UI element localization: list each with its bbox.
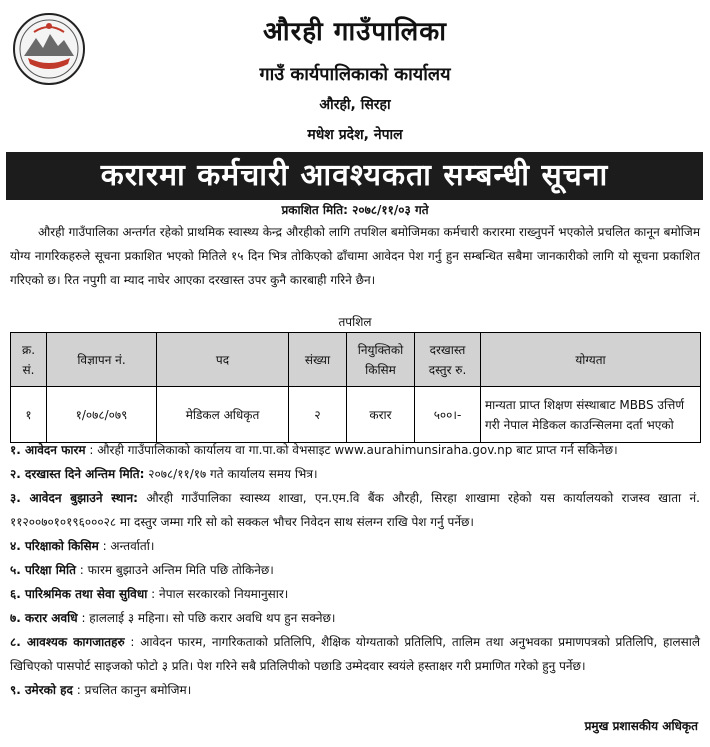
condition-label: ७. करार अवधि	[10, 611, 78, 625]
header-serial-line2: सं.	[22, 362, 35, 377]
header-post: पद	[157, 333, 289, 387]
header-count: संख्या	[289, 333, 347, 387]
header-ad-number: विज्ञापन नं.	[47, 333, 157, 387]
condition-text: : फारम बुझाउने अन्तिम मिति पछि तोकिनेछ।	[79, 563, 274, 577]
header-serial	[11, 333, 47, 387]
intro-paragraph: औरही गाउँपालिका अन्तर्गत रहेको प्राथमिक स्वास्थ्य केन्द्र औरहीको लागि तपशिल बमोजिमका कर्मचारी करारमा राख्नुपर्ने भएकोले प्रचलित कानून बमोजिम योग्य नागरिकहरुले सूचना प्रकाशित भएको मितिले १५ दिन भित्र तोकिएको ढाँचामा आवेदन पेश गर्नु हुन सम्बन्धित सबैमा जानकारीको लागि यो सूचना प्रकाशित गरिएको छ। रित नपुगी वा म्याद नाघेर आएका दरखास्त उपर कुनै कारबाही गरिने छैन।	[10, 225, 700, 287]
signatory-title: प्रमुख प्रशासकीय अधिकृत	[584, 719, 698, 733]
condition-item	[10, 534, 700, 558]
province-name: मधेश प्रदेश, नेपाल	[307, 127, 403, 143]
cell-serial: १	[11, 387, 47, 443]
condition-label: २. दरखास्त दिने अन्तिम मिति:	[10, 467, 145, 481]
cell-qualification	[481, 387, 701, 443]
condition-text: : अन्तर्वार्ता।	[102, 539, 155, 553]
table-caption: तपशिल	[338, 315, 372, 329]
condition-text: : हाललाई ३ महिना। सो पछि करार अवधि थप हुन सक्नेछ।	[81, 611, 336, 625]
header-appointment-type	[347, 333, 415, 387]
letterhead	[0, 0, 710, 150]
condition-label: ५. परिक्षा मिति	[10, 563, 76, 577]
condition-label: ४. परिक्षाको किसिम	[10, 539, 99, 553]
condition-item	[10, 486, 700, 534]
municipality-title: औरही गाउँपालिका	[262, 17, 447, 47]
condition-label: १. आवेदन फारम	[10, 443, 86, 457]
condition-item	[10, 678, 700, 702]
qualification-line2: गरी नेपाल मेडिकल काउन्सिलमा दर्ता भएको	[485, 417, 674, 432]
cell-appointment-type: करार	[347, 387, 415, 443]
condition-text: २०७८/११/१७ गते कार्यालय समय भित्र।	[148, 467, 318, 481]
header-fee	[415, 333, 481, 387]
condition-label: ३. आवेदन बुझाउने स्थान:	[10, 491, 138, 505]
condition-item	[10, 606, 700, 630]
condition-text: : आवेदन फारम, नागरिकताको प्रतिलिपि, शैक्षिक योग्यताको प्रतिलिपि, तालिम तथा अनुभवका प्रमाणपत्रको प्रतिलिपि, हालसालै खिचिएको पासपोर्ट साइजको फोटो ३ प्रति। पेश गरिने सबै प्रतिलिपीको पछाडि उम्मेदवार स्वयंले हस्ताक्षर गरी प्रमाणित गरेको हुनु पर्नेछ।	[10, 635, 700, 673]
header-type-line1: नियुक्तिको	[357, 342, 404, 357]
condition-text: : प्रचलित कानुन बमोजिम।	[76, 683, 192, 697]
condition-text: : नेपाल सरकारको नियमानुसार।	[151, 587, 289, 601]
office-location: औरही, सिरहा	[319, 97, 391, 113]
cell-fee: ५००।-	[415, 387, 481, 443]
table-row	[11, 387, 701, 443]
header-fee-line2: दस्तुर रु.	[428, 362, 467, 377]
condition-item	[10, 558, 700, 582]
header-type-line2: किसिम	[365, 362, 396, 377]
condition-text: : औरही गाउँपालिकाको कार्यालय वा गा.पा.को वेभसाइट www.aurahimunsiraha.gov.np बाट प्राप्त गर्न सकिनेछ।	[89, 443, 618, 457]
header-serial-line1: क्र.	[21, 342, 36, 357]
condition-label: ६. पारिश्रमिक तथा सेवा सुविधा	[10, 587, 148, 601]
table-header-row	[11, 333, 701, 387]
condition-label: ९. उमेरको हद	[10, 683, 73, 697]
office-name: गाउँ कार्यपालिकाको कार्यालय	[259, 64, 451, 85]
published-date: प्रकाशित मिति: २०७८/११/०३ गते	[281, 203, 429, 217]
cell-count: २	[289, 387, 347, 443]
vacancy-table	[10, 332, 701, 443]
header-qualification: योग्यता	[481, 333, 701, 387]
condition-text: औरही गाउँपालिका स्वास्थ्य शाखा, एन.एम.वि बैंक औरही, सिरहा शाखामा रहेको यस कार्यालयको राजस्व खाता नं. ११२००७०१०१९६०००२८ मा दस्तुर जम्मा गरि सो को सक्कल भौचर निवेदन साथ संलग्न राखि पेश गर्नु पर्नेछ।	[10, 491, 700, 529]
condition-item	[10, 438, 700, 462]
header-fee-line1: दरखास्त	[429, 342, 466, 357]
conditions-list	[10, 438, 700, 702]
cell-ad-number: १/०७८/०७९	[47, 387, 157, 443]
notice-banner: करारमा कर्मचारी आवश्यकता सम्बन्धी सूचना	[6, 152, 703, 200]
condition-item	[10, 582, 700, 606]
condition-item	[10, 630, 700, 678]
qualification-line1: मान्यता प्राप्त शिक्षण संस्थाबाट MBBS उत्तिर्ण	[485, 397, 685, 412]
cell-post: मेडिकल अधिकृत	[157, 387, 289, 443]
condition-item	[10, 462, 700, 486]
condition-label: ८. आवश्यक कागजातहरु	[10, 635, 125, 649]
